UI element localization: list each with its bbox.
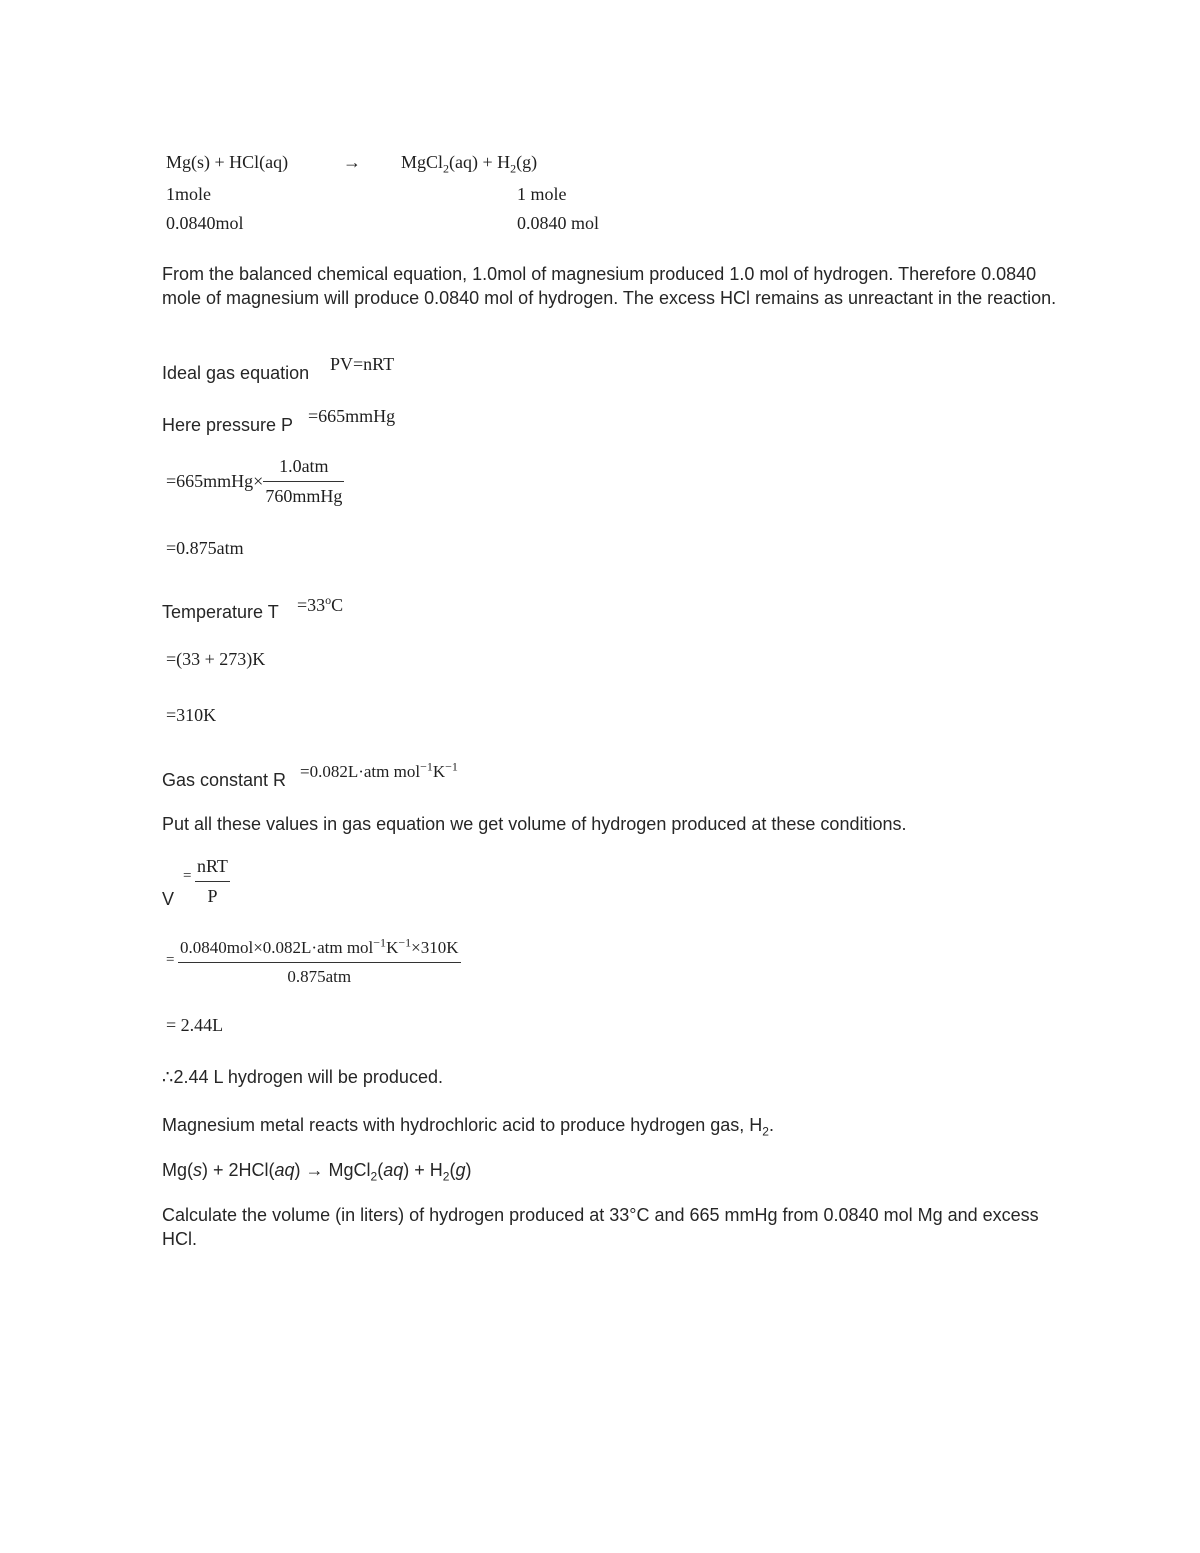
conclusion-line: ∴2.44 L hydrogen will be produced. [162, 1067, 443, 1087]
products-sub: 2 [510, 161, 517, 176]
nrt-over-p [195, 856, 230, 907]
calc-sup: −1 [398, 935, 412, 950]
eq-part: ) → MgCl [294, 1160, 371, 1180]
fraction-numerator: nRT [195, 856, 230, 882]
substitution-paragraph: Put all these values in gas equation we get volume of hydrogen produced at these conditions. [162, 814, 907, 834]
eq-state: aq [274, 1160, 295, 1180]
volume-formula-fraction [195, 856, 230, 907]
fraction-denominator: P [207, 886, 218, 906]
eq-part: ) [465, 1160, 472, 1180]
volume-variable: V [162, 889, 175, 909]
temperature-conversion: =(33 + 273)K [166, 649, 266, 669]
eq-sub: 2 [442, 1169, 450, 1184]
row2-left: 0.0840mol [166, 213, 244, 233]
calc-fraction [178, 935, 461, 987]
volume-calc-eq: = [166, 952, 175, 968]
temp-value-part: C [331, 595, 344, 615]
eq-part: ) + 2HCl( [202, 1160, 275, 1180]
conversion-prefix: =665mmHg× [166, 471, 264, 491]
gas-constant-sup: −1 [445, 759, 458, 774]
eq-part: ( [449, 1160, 456, 1180]
gas-constant-part: K [432, 762, 446, 781]
degree-sup: o [325, 593, 332, 607]
calc-num-part: ×310K [411, 938, 459, 957]
calc-num-part: 0.0840mol×0.082L·atm mol [180, 938, 374, 957]
gas-constant-label: Gas constant R [162, 770, 287, 790]
eq-part: ) + H [403, 1160, 443, 1180]
products-part: MgCl [401, 152, 444, 172]
intro-text: Magnesium metal reacts with hydrochloric acid to produce hydrogen gas, H [162, 1115, 763, 1135]
gas-constant-value [300, 759, 458, 782]
eq-state: s [193, 1160, 202, 1180]
eq-part: ( [377, 1160, 384, 1180]
temperature-value [297, 595, 343, 616]
volume-formula-eq: = [183, 868, 192, 884]
products-part: (aq) + H [449, 152, 511, 172]
row1-right: 1 mole [517, 184, 567, 204]
gas-constant-part: =0.082L·atm mol [300, 762, 421, 781]
ideal-gas-formula: PV=nRT [330, 354, 395, 374]
pressure-label: Here pressure P [162, 415, 294, 435]
fraction-denominator: 760mmHg [265, 486, 343, 506]
gas-constant-sup: −1 [420, 759, 433, 774]
temperature-result: =310K [166, 705, 217, 725]
reaction-reactants [166, 152, 288, 173]
temperature-label: Temperature T [162, 602, 279, 622]
calc-num-part: K [386, 938, 399, 957]
volume-calc-fraction [178, 935, 461, 987]
temp-value-part: =33 [297, 595, 326, 615]
fraction-denominator: 0.875atm [287, 967, 352, 986]
reactants-text: Mg(s) + HCl(aq) [166, 152, 289, 172]
reaction-products [401, 152, 538, 176]
question-equation [162, 1158, 471, 1182]
pressure-value: =665mmHg [308, 406, 396, 426]
volume-result: = 2.44L [166, 1015, 224, 1035]
question-intro [162, 1113, 774, 1137]
fraction-numerator [178, 935, 461, 963]
intro-text: . [768, 1115, 774, 1135]
eq-state: g [455, 1160, 466, 1180]
products-part: (g) [516, 152, 538, 172]
reaction-arrow: → [343, 152, 361, 172]
products-sub: 2 [443, 161, 450, 176]
explanation-paragraph: From the balanced chemical equation, 1.0mol of magnesium produced 1.0 mol of hydrogen. Therefore 0.0840 mole of magnesium will produce 0.0840 mol of hydrogen. The excess HCl remains as unreactant in the reaction. [162, 264, 1057, 308]
row2-right: 0.0840 mol [517, 213, 600, 233]
eq-part: Mg( [162, 1160, 193, 1180]
pressure-result: =0.875atm [166, 538, 244, 558]
conversion-fraction [263, 456, 344, 507]
row1-left: 1mole [166, 184, 211, 204]
intro-sub: 2 [762, 1124, 769, 1139]
calc-sup: −1 [373, 935, 387, 950]
eq-state: aq [383, 1160, 404, 1180]
question-text: Calculate the volume (in liters) of hydrogen produced at 33°C and 665 mmHg from 0.0840 mol Mg and excess HCl. [162, 1205, 1039, 1249]
pressure-conversion [166, 456, 344, 507]
eq-sub: 2 [370, 1169, 378, 1184]
fraction-numerator: 1.0atm [263, 456, 344, 482]
ideal-gas-label: Ideal gas equation [162, 363, 310, 383]
